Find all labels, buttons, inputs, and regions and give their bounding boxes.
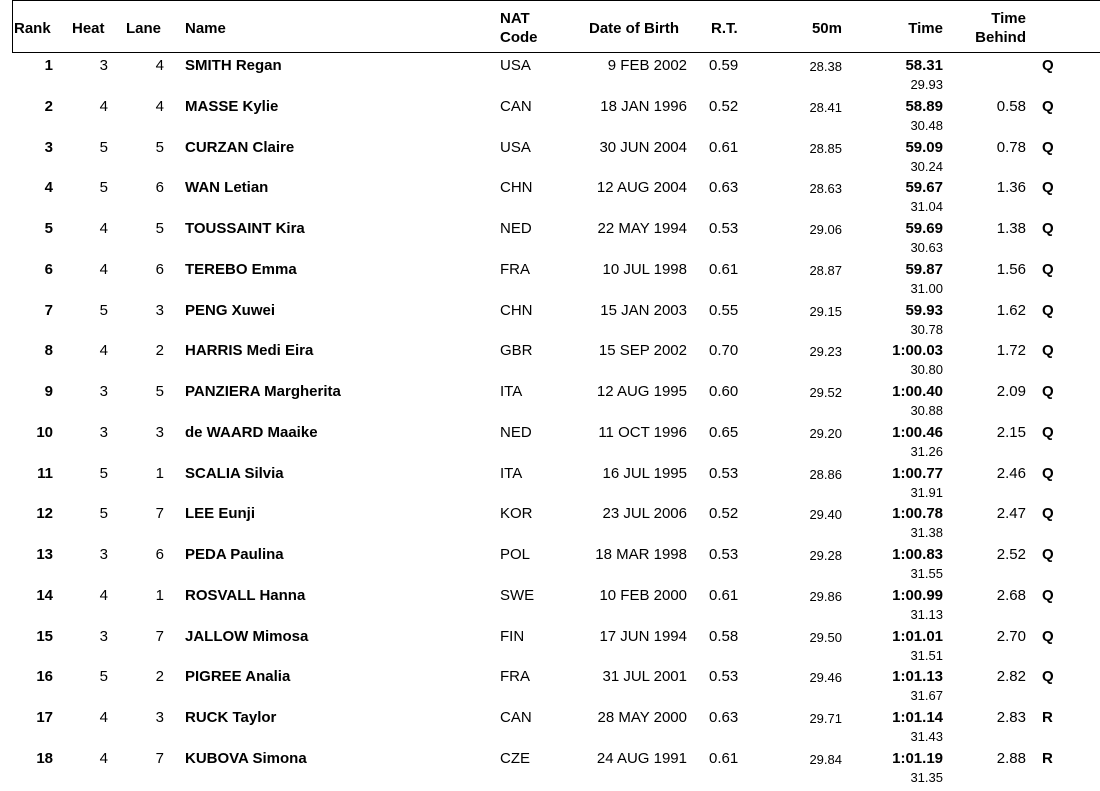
- row-reaction-time: 0.63: [709, 709, 739, 726]
- row-reaction-time: 0.63: [709, 179, 739, 197]
- row-name: KUBOVA Simona: [185, 749, 307, 767]
- row-split-50m: 28.41: [809, 99, 842, 115]
- row-heat: 5: [99, 301, 108, 319]
- row-qualifier: R: [1042, 709, 1053, 726]
- row-date-of-birth: 28 MAY 2000: [597, 709, 687, 726]
- header-date-of-birth: Date of Birth: [589, 20, 679, 37]
- row-lap-time: 31.51: [910, 647, 943, 663]
- row-qualifier: Q: [1042, 586, 1054, 604]
- row-time: 59.93: [905, 301, 943, 319]
- row-time: 1:00.78: [892, 505, 943, 523]
- row-lap-time: 31.00: [910, 280, 943, 296]
- row-date-of-birth: 12 AUG 2004: [596, 179, 687, 197]
- row-heat: 4: [99, 260, 108, 278]
- row-date-of-birth: 22 MAY 1994: [597, 220, 687, 237]
- row-lane: 6: [155, 260, 164, 278]
- row-date-of-birth: 30 JUN 2004: [599, 138, 687, 156]
- row-reaction-time: 0.59: [709, 57, 739, 74]
- row-heat: 5: [99, 138, 108, 156]
- row-rank: 3: [44, 138, 53, 156]
- row-name: PENG Xuwei: [185, 301, 276, 319]
- row-split-50m: 29.86: [809, 588, 842, 604]
- row-heat: 4: [99, 586, 108, 604]
- table-row: [0, 220, 1100, 261]
- row-name: PANZIERA Margherita: [185, 383, 341, 400]
- table-row: [0, 57, 1100, 98]
- row-time: 59.09: [905, 138, 943, 156]
- row-lane: 3: [155, 423, 164, 441]
- row-reaction-time: 0.52: [709, 97, 739, 115]
- row-heat: 5: [99, 505, 108, 523]
- row-nat-code: GBR: [500, 342, 533, 360]
- row-nat-code: FIN: [500, 627, 525, 645]
- row-qualifier: Q: [1042, 627, 1054, 645]
- header-time-behind-line2: Behind: [975, 29, 1026, 46]
- row-heat: 4: [99, 220, 108, 237]
- row-qualifier: Q: [1042, 220, 1054, 237]
- table-row: [0, 179, 1100, 220]
- row-lane: 7: [155, 627, 164, 645]
- row-date-of-birth: 10 FEB 2000: [599, 586, 687, 604]
- row-name: TOUSSAINT Kira: [185, 220, 305, 237]
- row-lap-time: 31.04: [910, 199, 943, 215]
- row-time: 1:00.77: [892, 464, 943, 482]
- row-rank: 16: [36, 668, 53, 686]
- row-lap-time: 31.13: [910, 606, 943, 622]
- row-split-50m: 28.63: [809, 181, 842, 197]
- header-reaction-time: R.T.: [711, 20, 738, 37]
- row-lap-time: 31.35: [910, 769, 943, 785]
- row-time-behind: 2.82: [996, 668, 1026, 686]
- row-name: de WAARD Maaike: [185, 423, 318, 441]
- row-time: 58.31: [905, 57, 943, 74]
- row-nat-code: POL: [500, 546, 531, 563]
- row-time-behind: 2.88: [996, 749, 1026, 767]
- table-row: [0, 546, 1100, 587]
- row-heat: 3: [99, 57, 108, 74]
- row-name: WAN Letian: [185, 179, 269, 197]
- row-reaction-time: 0.53: [709, 668, 739, 686]
- table-row: [0, 98, 1100, 139]
- row-lane: 2: [155, 668, 164, 686]
- row-lap-time: 31.38: [910, 525, 943, 541]
- row-date-of-birth: 24 AUG 1991: [596, 749, 687, 767]
- row-time: 1:00.46: [892, 423, 943, 441]
- row-date-of-birth: 17 JUN 1994: [599, 627, 687, 645]
- table-row: [0, 424, 1100, 465]
- row-date-of-birth: 12 AUG 1995: [596, 383, 687, 400]
- row-name: MASSE Kylie: [185, 97, 279, 115]
- row-lane: 4: [155, 97, 164, 115]
- table-row: [0, 709, 1100, 750]
- row-qualifier: Q: [1042, 301, 1054, 319]
- row-rank: 2: [44, 97, 53, 115]
- header-name: Name: [185, 20, 226, 37]
- row-reaction-time: 0.61: [709, 586, 739, 604]
- row-split-50m: 29.23: [809, 344, 842, 360]
- row-lap-time: 31.67: [910, 688, 943, 704]
- row-time-behind: 2.52: [996, 546, 1026, 563]
- row-heat: 4: [99, 709, 108, 726]
- row-heat: 3: [99, 423, 108, 441]
- row-heat: 5: [99, 668, 108, 686]
- row-reaction-time: 0.70: [709, 342, 739, 360]
- row-time: 1:01.01: [892, 627, 943, 645]
- row-time-behind: 2.68: [996, 586, 1026, 604]
- row-time: 1:00.03: [892, 342, 943, 360]
- row-lane: 4: [155, 57, 164, 74]
- row-lap-time: 31.43: [910, 729, 943, 744]
- row-nat-code: CZE: [500, 749, 530, 767]
- row-rank: 13: [36, 546, 53, 563]
- header-split-50m: 50m: [811, 20, 842, 37]
- row-reaction-time: 0.61: [709, 138, 739, 156]
- row-time: 1:01.19: [892, 749, 943, 767]
- row-date-of-birth: 11 OCT 1996: [598, 423, 687, 441]
- row-date-of-birth: 16 JUL 1995: [602, 464, 687, 482]
- row-lap-time: 30.63: [910, 240, 943, 255]
- header-lane: Lane: [126, 20, 162, 37]
- row-time: 59.87: [905, 260, 943, 278]
- row-name: CURZAN Claire: [185, 138, 295, 156]
- row-name: PEDA Paulina: [185, 546, 284, 563]
- row-qualifier: Q: [1042, 546, 1054, 563]
- row-reaction-time: 0.61: [709, 260, 739, 278]
- row-lane: 2: [155, 342, 164, 360]
- row-split-50m: 29.50: [809, 629, 842, 645]
- row-rank: 17: [36, 709, 53, 726]
- row-lane: 3: [155, 301, 164, 319]
- table-row: [0, 139, 1100, 180]
- table-row: [0, 342, 1100, 383]
- row-lane: 1: [155, 586, 164, 604]
- row-heat: 4: [99, 749, 108, 767]
- row-heat: 3: [99, 627, 108, 645]
- row-date-of-birth: 9 FEB 2002: [607, 57, 687, 74]
- row-split-50m: 29.06: [809, 222, 842, 237]
- row-rank: 4: [44, 179, 53, 197]
- row-reaction-time: 0.53: [709, 220, 739, 237]
- row-nat-code: NED: [500, 423, 532, 441]
- row-rank: 9: [44, 383, 53, 400]
- row-date-of-birth: 15 SEP 2002: [598, 342, 687, 360]
- row-name: SCALIA Silvia: [185, 464, 284, 482]
- row-lap-time: 30.80: [910, 362, 943, 378]
- row-qualifier: Q: [1042, 138, 1054, 156]
- row-heat: 3: [99, 383, 108, 400]
- row-time-behind: 0.78: [996, 138, 1026, 156]
- row-qualifier: R: [1042, 749, 1053, 767]
- row-time-behind: 2.09: [996, 383, 1026, 400]
- row-rank: 8: [44, 342, 53, 360]
- header-nat-line1: NAT: [500, 10, 530, 27]
- row-time-behind: 1.62: [996, 301, 1026, 319]
- row-time: 59.69: [905, 220, 943, 237]
- row-date-of-birth: 10 JUL 1998: [602, 260, 687, 278]
- row-reaction-time: 0.65: [709, 423, 739, 441]
- row-split-50m: 28.87: [809, 262, 842, 278]
- row-date-of-birth: 15 JAN 2003: [600, 301, 687, 319]
- row-date-of-birth: 18 JAN 1996: [600, 97, 687, 115]
- row-time-behind: 0.58: [996, 97, 1026, 115]
- row-lane: 7: [155, 505, 164, 523]
- row-nat-code: CAN: [500, 97, 532, 115]
- row-lane: 7: [155, 749, 164, 767]
- row-lane: 6: [155, 179, 164, 197]
- row-date-of-birth: 18 MAR 1998: [595, 546, 687, 563]
- table-row: [0, 628, 1100, 669]
- row-lane: 5: [155, 383, 164, 400]
- row-time: 58.89: [905, 97, 943, 115]
- row-name: LEE Eunji: [185, 505, 256, 523]
- row-name: SMITH Regan: [185, 57, 282, 74]
- row-qualifier: Q: [1042, 464, 1054, 482]
- row-split-50m: 28.85: [809, 140, 842, 156]
- row-time-behind: 2.15: [996, 423, 1026, 441]
- row-lane: 3: [155, 709, 164, 726]
- row-time: 1:00.99: [892, 586, 943, 604]
- row-reaction-time: 0.60: [709, 383, 739, 400]
- row-lap-time: 31.91: [910, 484, 943, 500]
- row-rank: 15: [36, 627, 53, 645]
- row-time-behind: 2.47: [996, 505, 1026, 523]
- table-row: [0, 668, 1100, 709]
- row-qualifier: Q: [1042, 260, 1054, 278]
- row-nat-code: CAN: [500, 709, 532, 726]
- row-rank: 5: [44, 220, 53, 237]
- row-lane: 5: [155, 220, 164, 237]
- row-qualifier: Q: [1042, 668, 1054, 686]
- row-date-of-birth: 23 JUL 2006: [602, 505, 687, 523]
- row-reaction-time: 0.61: [709, 749, 739, 767]
- row-split-50m: 29.28: [809, 548, 842, 563]
- row-time-behind: 1.56: [996, 260, 1026, 278]
- row-heat: 5: [99, 464, 108, 482]
- row-nat-code: CHN: [500, 301, 533, 319]
- row-lap-time: 30.48: [910, 117, 943, 133]
- row-rank: 12: [36, 505, 53, 523]
- row-name: JALLOW Mimosa: [185, 627, 309, 645]
- header-heat: Heat: [72, 20, 105, 37]
- header-time-behind-line1: Time: [991, 10, 1026, 27]
- row-name: HARRIS Medi Eira: [185, 342, 314, 360]
- row-split-50m: 29.20: [809, 425, 842, 441]
- row-lap-time: 31.26: [910, 443, 943, 459]
- row-split-50m: 29.40: [809, 507, 842, 523]
- row-nat-code: NED: [500, 220, 532, 237]
- row-heat: 3: [99, 546, 108, 563]
- row-nat-code: KOR: [500, 505, 533, 523]
- row-time-behind: 2.70: [996, 627, 1026, 645]
- row-rank: 1: [44, 57, 53, 74]
- row-lane: 1: [155, 464, 164, 482]
- row-lap-time: 30.88: [910, 403, 943, 418]
- row-nat-code: FRA: [500, 260, 530, 278]
- row-nat-code: USA: [500, 138, 531, 156]
- row-reaction-time: 0.55: [709, 301, 739, 319]
- row-name: TEREBO Emma: [185, 260, 297, 278]
- row-split-50m: 29.71: [809, 711, 842, 726]
- table-row: [0, 587, 1100, 628]
- row-time: 1:01.13: [892, 668, 943, 686]
- row-time-behind: 2.83: [996, 709, 1026, 726]
- row-time-behind: 1.72: [996, 342, 1026, 360]
- row-time-behind: 2.46: [996, 464, 1026, 482]
- row-nat-code: CHN: [500, 179, 533, 197]
- row-qualifier: Q: [1042, 505, 1054, 523]
- row-split-50m: 29.52: [809, 385, 842, 400]
- row-split-50m: 29.46: [809, 670, 842, 686]
- row-time: 1:01.14: [892, 709, 943, 726]
- row-name: ROSVALL Hanna: [185, 586, 306, 604]
- row-nat-code: ITA: [500, 383, 523, 400]
- row-qualifier: Q: [1042, 97, 1054, 115]
- row-qualifier: Q: [1042, 342, 1054, 360]
- row-rank: 7: [44, 301, 53, 319]
- row-rank: 18: [36, 749, 53, 767]
- row-nat-code: ITA: [500, 464, 523, 482]
- row-time: 1:00.40: [892, 383, 943, 400]
- row-time: 59.67: [905, 179, 943, 197]
- row-reaction-time: 0.53: [709, 546, 739, 563]
- row-reaction-time: 0.53: [709, 464, 739, 482]
- row-qualifier: Q: [1042, 383, 1054, 400]
- table-row: [0, 383, 1100, 424]
- row-qualifier: Q: [1042, 179, 1054, 197]
- row-rank: 10: [36, 423, 53, 441]
- row-qualifier: Q: [1042, 423, 1054, 441]
- table-row: [0, 505, 1100, 546]
- row-heat: 4: [99, 97, 108, 115]
- table-row: [0, 302, 1100, 343]
- row-reaction-time: 0.52: [709, 505, 739, 523]
- row-name: RUCK Taylor: [185, 709, 277, 726]
- row-qualifier: Q: [1042, 57, 1054, 74]
- row-lap-time: 31.55: [910, 566, 943, 581]
- row-lane: 6: [155, 546, 164, 563]
- row-heat: 4: [99, 342, 108, 360]
- header-rank: Rank: [14, 20, 51, 37]
- row-nat-code: FRA: [500, 668, 530, 686]
- table-row: [0, 465, 1100, 506]
- row-date-of-birth: 31 JUL 2001: [602, 668, 687, 686]
- row-lap-time: 29.93: [910, 77, 943, 92]
- row-lap-time: 30.24: [910, 158, 943, 174]
- row-nat-code: SWE: [500, 586, 535, 604]
- row-lap-time: 30.78: [910, 321, 943, 337]
- row-name: PIGREE Analia: [185, 668, 291, 686]
- row-split-50m: 28.38: [809, 59, 842, 74]
- row-rank: 14: [36, 586, 53, 604]
- row-lane: 5: [155, 138, 164, 156]
- row-heat: 5: [99, 179, 108, 197]
- header-time: Time: [908, 20, 943, 37]
- row-time-behind: 1.38: [996, 220, 1026, 237]
- row-split-50m: 29.15: [809, 303, 842, 319]
- row-split-50m: 28.86: [809, 466, 842, 482]
- row-rank: 11: [37, 464, 53, 482]
- row-split-50m: 29.84: [809, 751, 842, 767]
- row-rank: 6: [44, 260, 53, 278]
- row-time: 1:00.83: [892, 546, 943, 563]
- row-reaction-time: 0.58: [709, 627, 739, 645]
- table-row: [0, 261, 1100, 302]
- header-nat-line2: Code: [500, 29, 538, 46]
- row-nat-code: USA: [500, 57, 531, 74]
- row-time-behind: 1.36: [996, 179, 1026, 197]
